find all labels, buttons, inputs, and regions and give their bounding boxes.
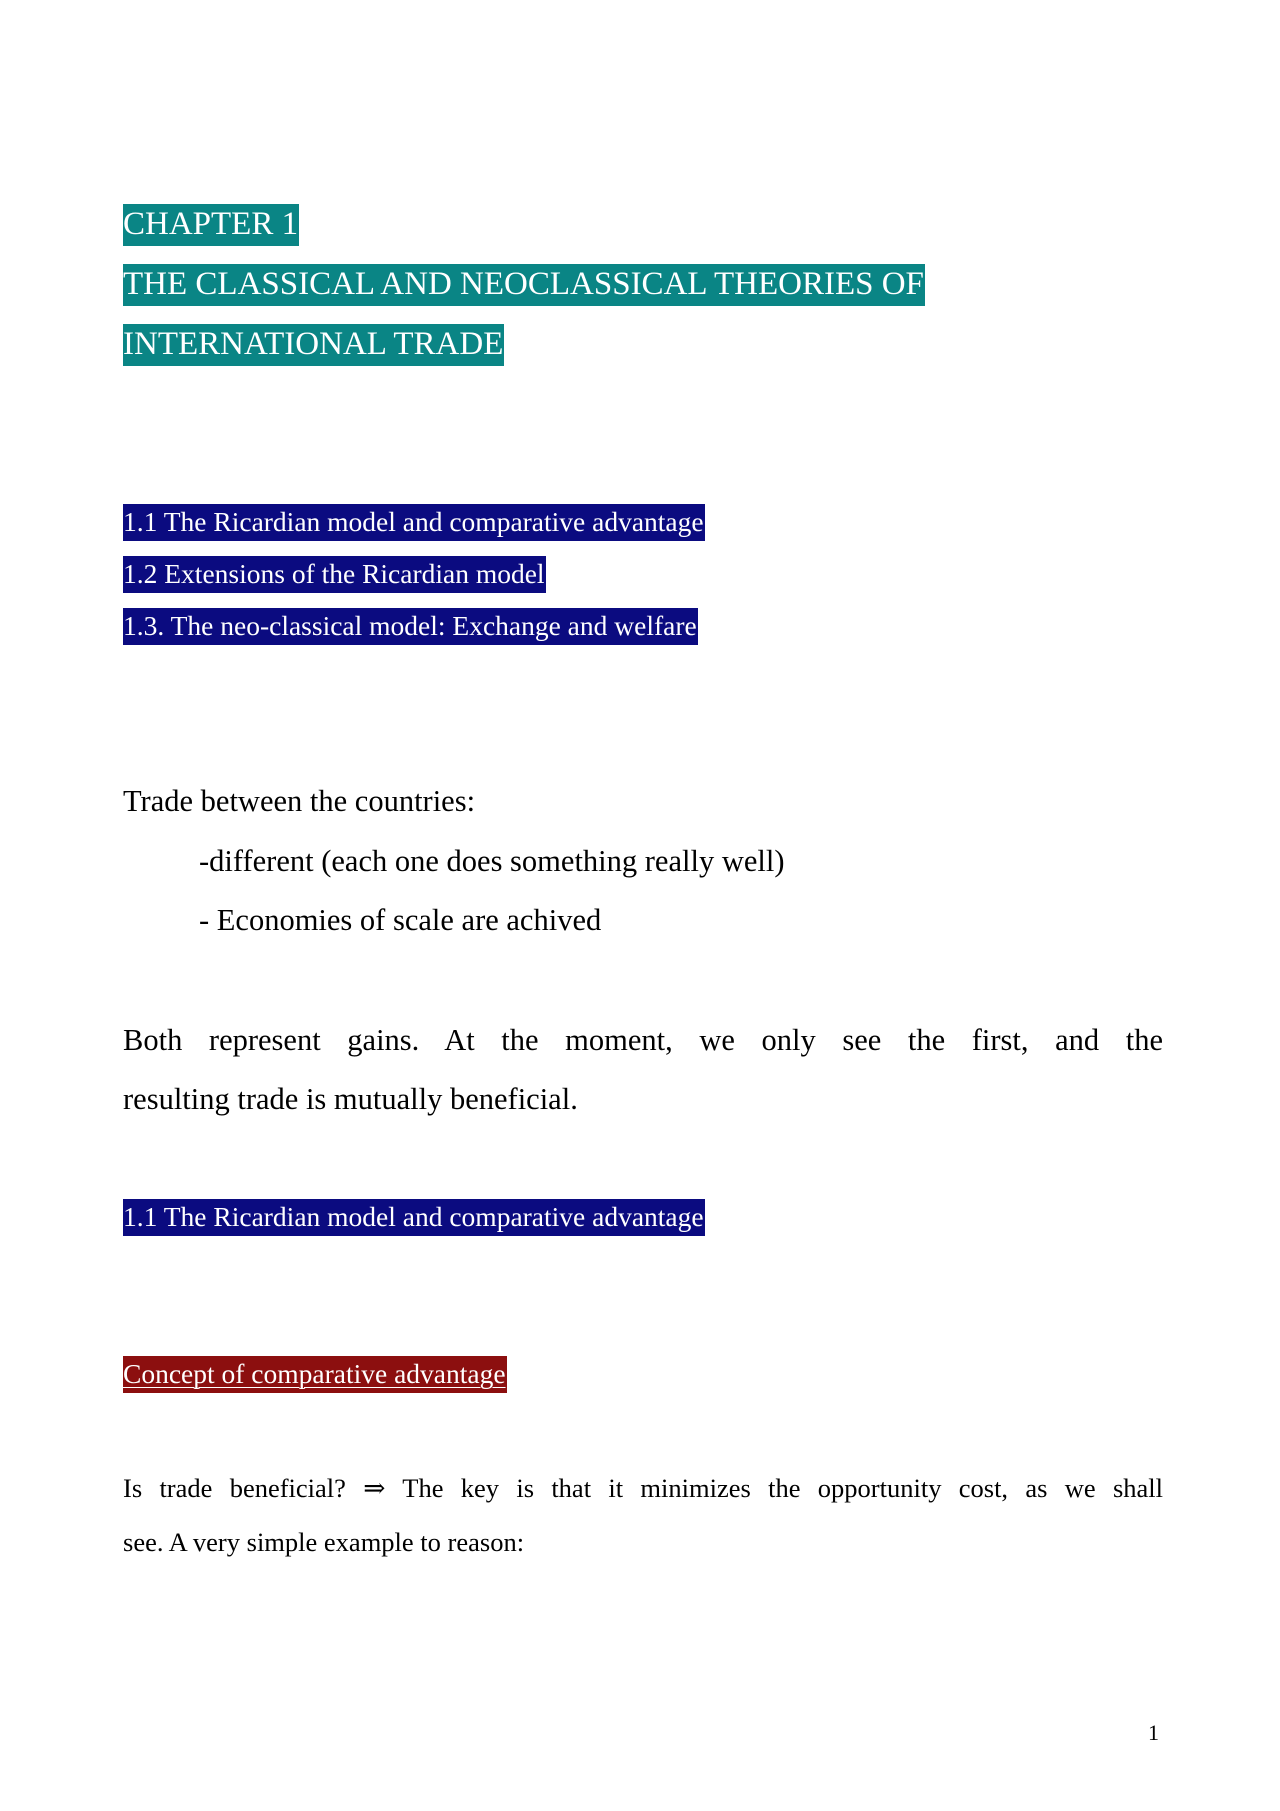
intro-point-2: - Economies of scale are achived — [199, 903, 602, 937]
intro-lead: Trade between the countries: — [123, 784, 476, 818]
intro-point-1: -different (each one does something really well) — [199, 844, 785, 878]
toc-item-1-3 — [123, 612, 698, 640]
section-heading-text: 1.1 The Ricardian model and comparative advantage — [123, 1199, 705, 1236]
subsection-heading-text: Concept of comparative advantage — [123, 1356, 507, 1393]
paragraph-line-1: Is trade beneficial? ⇒ The key is that it minimizes the opportunity cost, as we shall — [123, 1473, 1163, 1503]
toc-item-text: 1.3. The neo-classical model: Exchange and welfare — [123, 608, 698, 645]
chapter-title-text-2: INTERNATIONAL TRADE — [123, 324, 504, 366]
gains-line-1: Both represent gains. At the moment, we only see the first, and the — [123, 1023, 1163, 1057]
chapter-label-text: CHAPTER 1 — [123, 204, 299, 246]
subsection-heading — [123, 1360, 507, 1388]
section-heading — [123, 1203, 705, 1231]
gains-line-2: resulting trade is mutually beneficial. — [123, 1082, 578, 1116]
toc-item-text: 1.1 The Ricardian model and comparative advantage — [123, 504, 705, 541]
chapter-title-text-1: THE CLASSICAL AND NEOCLASSICAL THEORIES OF — [123, 264, 925, 306]
toc-item-1-2 — [123, 560, 546, 588]
chapter-title-line-1 — [123, 268, 925, 301]
toc-item-text: 1.2 Extensions of the Ricardian model — [123, 556, 546, 593]
page-number: 1 — [1148, 1720, 1159, 1745]
chapter-title-line-2 — [123, 328, 504, 361]
toc-item-1-1 — [123, 508, 705, 536]
paragraph-line-2: see. A very simple example to reason: — [123, 1527, 525, 1557]
chapter-label — [123, 208, 299, 241]
